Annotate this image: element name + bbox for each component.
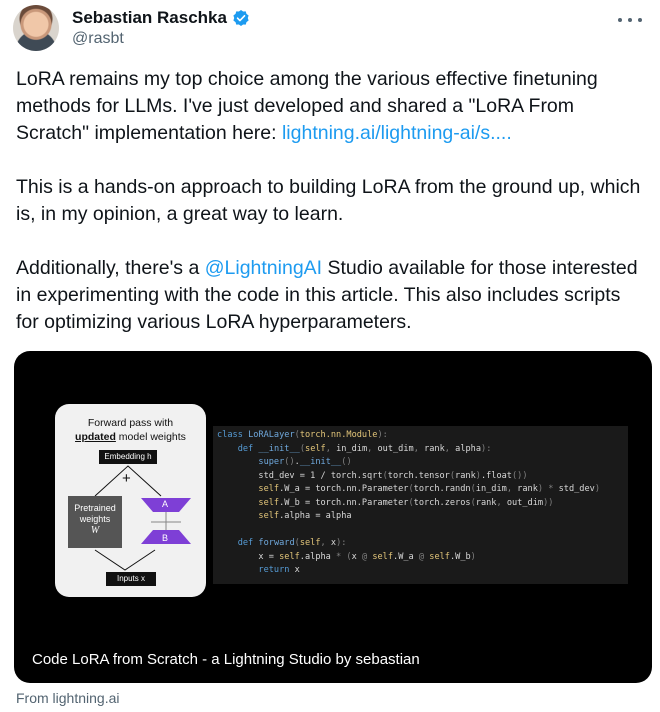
code-line: self.W_a = torch.nn.Parameter(torch.randn(in_dim, rank) * std_dev) bbox=[258, 484, 601, 494]
code-line: class LoRALayer(torch.nn.Module): bbox=[217, 430, 388, 440]
tweet-paragraph-2: This is a hands-on approach to building LoRA from the ground up, which is, in my opinion, a great way to learn. bbox=[16, 176, 641, 225]
code-line: std_dev = 1 / torch.sqrt(torch.tensor(rank).float()) bbox=[217, 470, 528, 481]
p3-post: Studio available for those interested in experimenting with the code in this article. This also includes scripts for optimizing various LoRA hyperparameters. bbox=[16, 257, 638, 333]
pretrained-label-2: weights bbox=[79, 514, 111, 524]
inputs-box: Inputs x bbox=[106, 572, 156, 586]
card-source[interactable]: From lightning.ai bbox=[16, 690, 120, 706]
link-card[interactable] bbox=[14, 351, 652, 683]
code-line: def forward(self, x): bbox=[237, 538, 347, 548]
tweet-paragraph-3 bbox=[16, 255, 648, 336]
diagram-title bbox=[55, 416, 206, 444]
code-line: self.W_b = torch.nn.Parameter(torch.zeros(rank, out_dim)) bbox=[258, 497, 554, 508]
code-line: return x bbox=[258, 565, 300, 575]
code-line: self.alpha = alpha bbox=[258, 511, 352, 521]
p1-text: LoRA remains my top choice among the various effective finetuning methods for LLMs. I've just developed and shared a "LoRA From Scratch" implementation here: bbox=[16, 68, 598, 144]
tweet-paragraph-1 bbox=[16, 66, 648, 147]
card-title: Code LoRA from Scratch - a Lightning Studio by sebastian bbox=[32, 651, 420, 668]
lora-diagram bbox=[55, 404, 206, 597]
pretrained-w: W bbox=[90, 525, 100, 536]
code-line bbox=[217, 524, 628, 538]
code-line: def __init__(self, in_dim, out_dim, rank, alpha): bbox=[237, 443, 492, 454]
embedding-box: Embedding h bbox=[99, 450, 157, 464]
avatar[interactable] bbox=[13, 5, 59, 51]
author-name-text: Sebastian Raschka bbox=[72, 8, 227, 27]
code-line: x = self.alpha * (x @ self.W_a @ self.W_b) bbox=[217, 551, 476, 562]
author-handle[interactable]: @rasbt bbox=[72, 30, 124, 47]
code-snippet bbox=[213, 426, 628, 584]
pretrained-label-1: Pretrained bbox=[74, 503, 116, 513]
lora-a-label: A bbox=[162, 499, 169, 509]
lora-b-label: B bbox=[162, 533, 169, 543]
article-link[interactable]: lightning.ai/lightning-ai/s.... bbox=[281, 122, 512, 144]
p3-pre: Additionally, there's a bbox=[16, 257, 205, 279]
diagram-title-bold: updated bbox=[75, 431, 116, 443]
author-name[interactable] bbox=[72, 8, 250, 28]
mention-link[interactable]: @LightningAI bbox=[204, 257, 323, 279]
more-options-icon[interactable] bbox=[618, 12, 642, 28]
code-line: super().__init__() bbox=[258, 457, 352, 467]
tweet-body bbox=[16, 66, 648, 363]
diagram-title-rest: model weights bbox=[115, 431, 186, 443]
verified-badge-icon bbox=[232, 9, 250, 27]
plus-sign: + bbox=[122, 470, 131, 487]
diagram-title-line1: Forward pass with bbox=[87, 417, 174, 429]
pretrained-weights-box bbox=[68, 496, 122, 548]
